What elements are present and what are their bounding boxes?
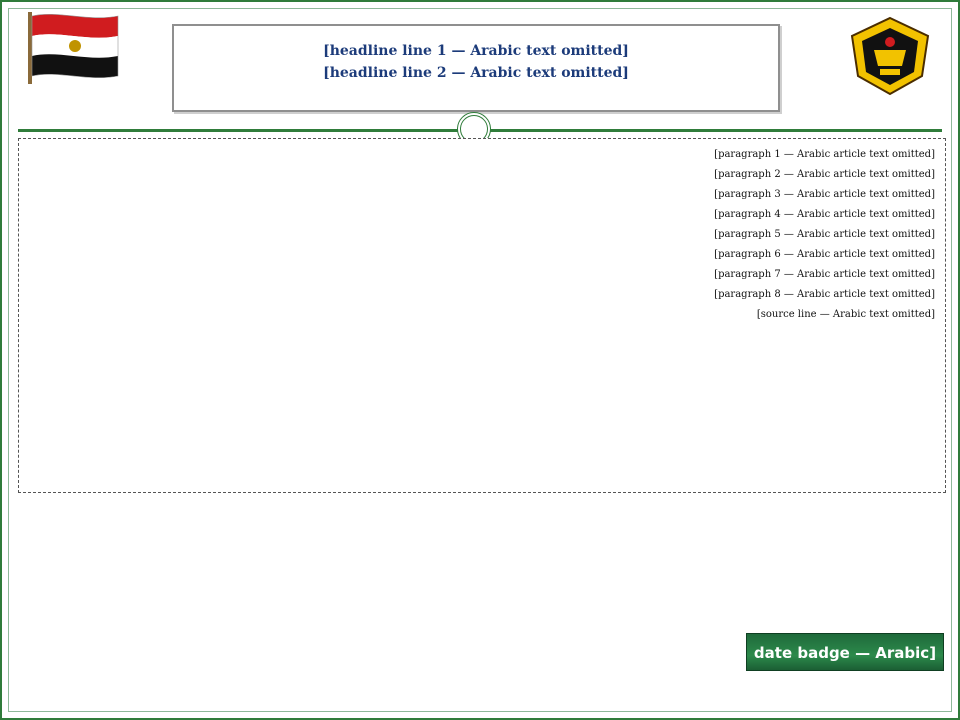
article-paragraph: [paragraph 7 — Arabic article text omitted]: [714, 269, 935, 280]
headline-box: [172, 24, 780, 112]
article-source: [source line — Arabic text omitted]: [756, 309, 935, 320]
article-paragraph: [paragraph 5 — Arabic article text omitted]: [714, 229, 935, 240]
article-paragraph: [paragraph 8 — Arabic article text omitted]: [714, 289, 935, 300]
headline-line-2: [headline line 2 — Arabic text omitted]: [323, 65, 629, 81]
article-paragraph: [paragraph 1 — Arabic article text omitted]: [714, 149, 935, 160]
article-paragraph: [paragraph 3 — Arabic article text omitted]: [714, 189, 935, 200]
article-paragraph: [paragraph 2 — Arabic article text omitted]: [714, 169, 935, 180]
article-paragraph: [paragraph 6 — Arabic article text omitted]: [714, 249, 935, 260]
article-body: [18, 138, 946, 493]
date-badge: [date badge — Arabic text omitted]: [746, 633, 944, 671]
headline-line-1: [headline line 1 — Arabic text omitted]: [323, 43, 629, 59]
egypt-flag-icon: [28, 10, 120, 84]
fayoum-governorate-emblem-icon: [844, 14, 936, 98]
article-paragraph: [paragraph 4 — Arabic article text omitted]: [714, 209, 935, 220]
